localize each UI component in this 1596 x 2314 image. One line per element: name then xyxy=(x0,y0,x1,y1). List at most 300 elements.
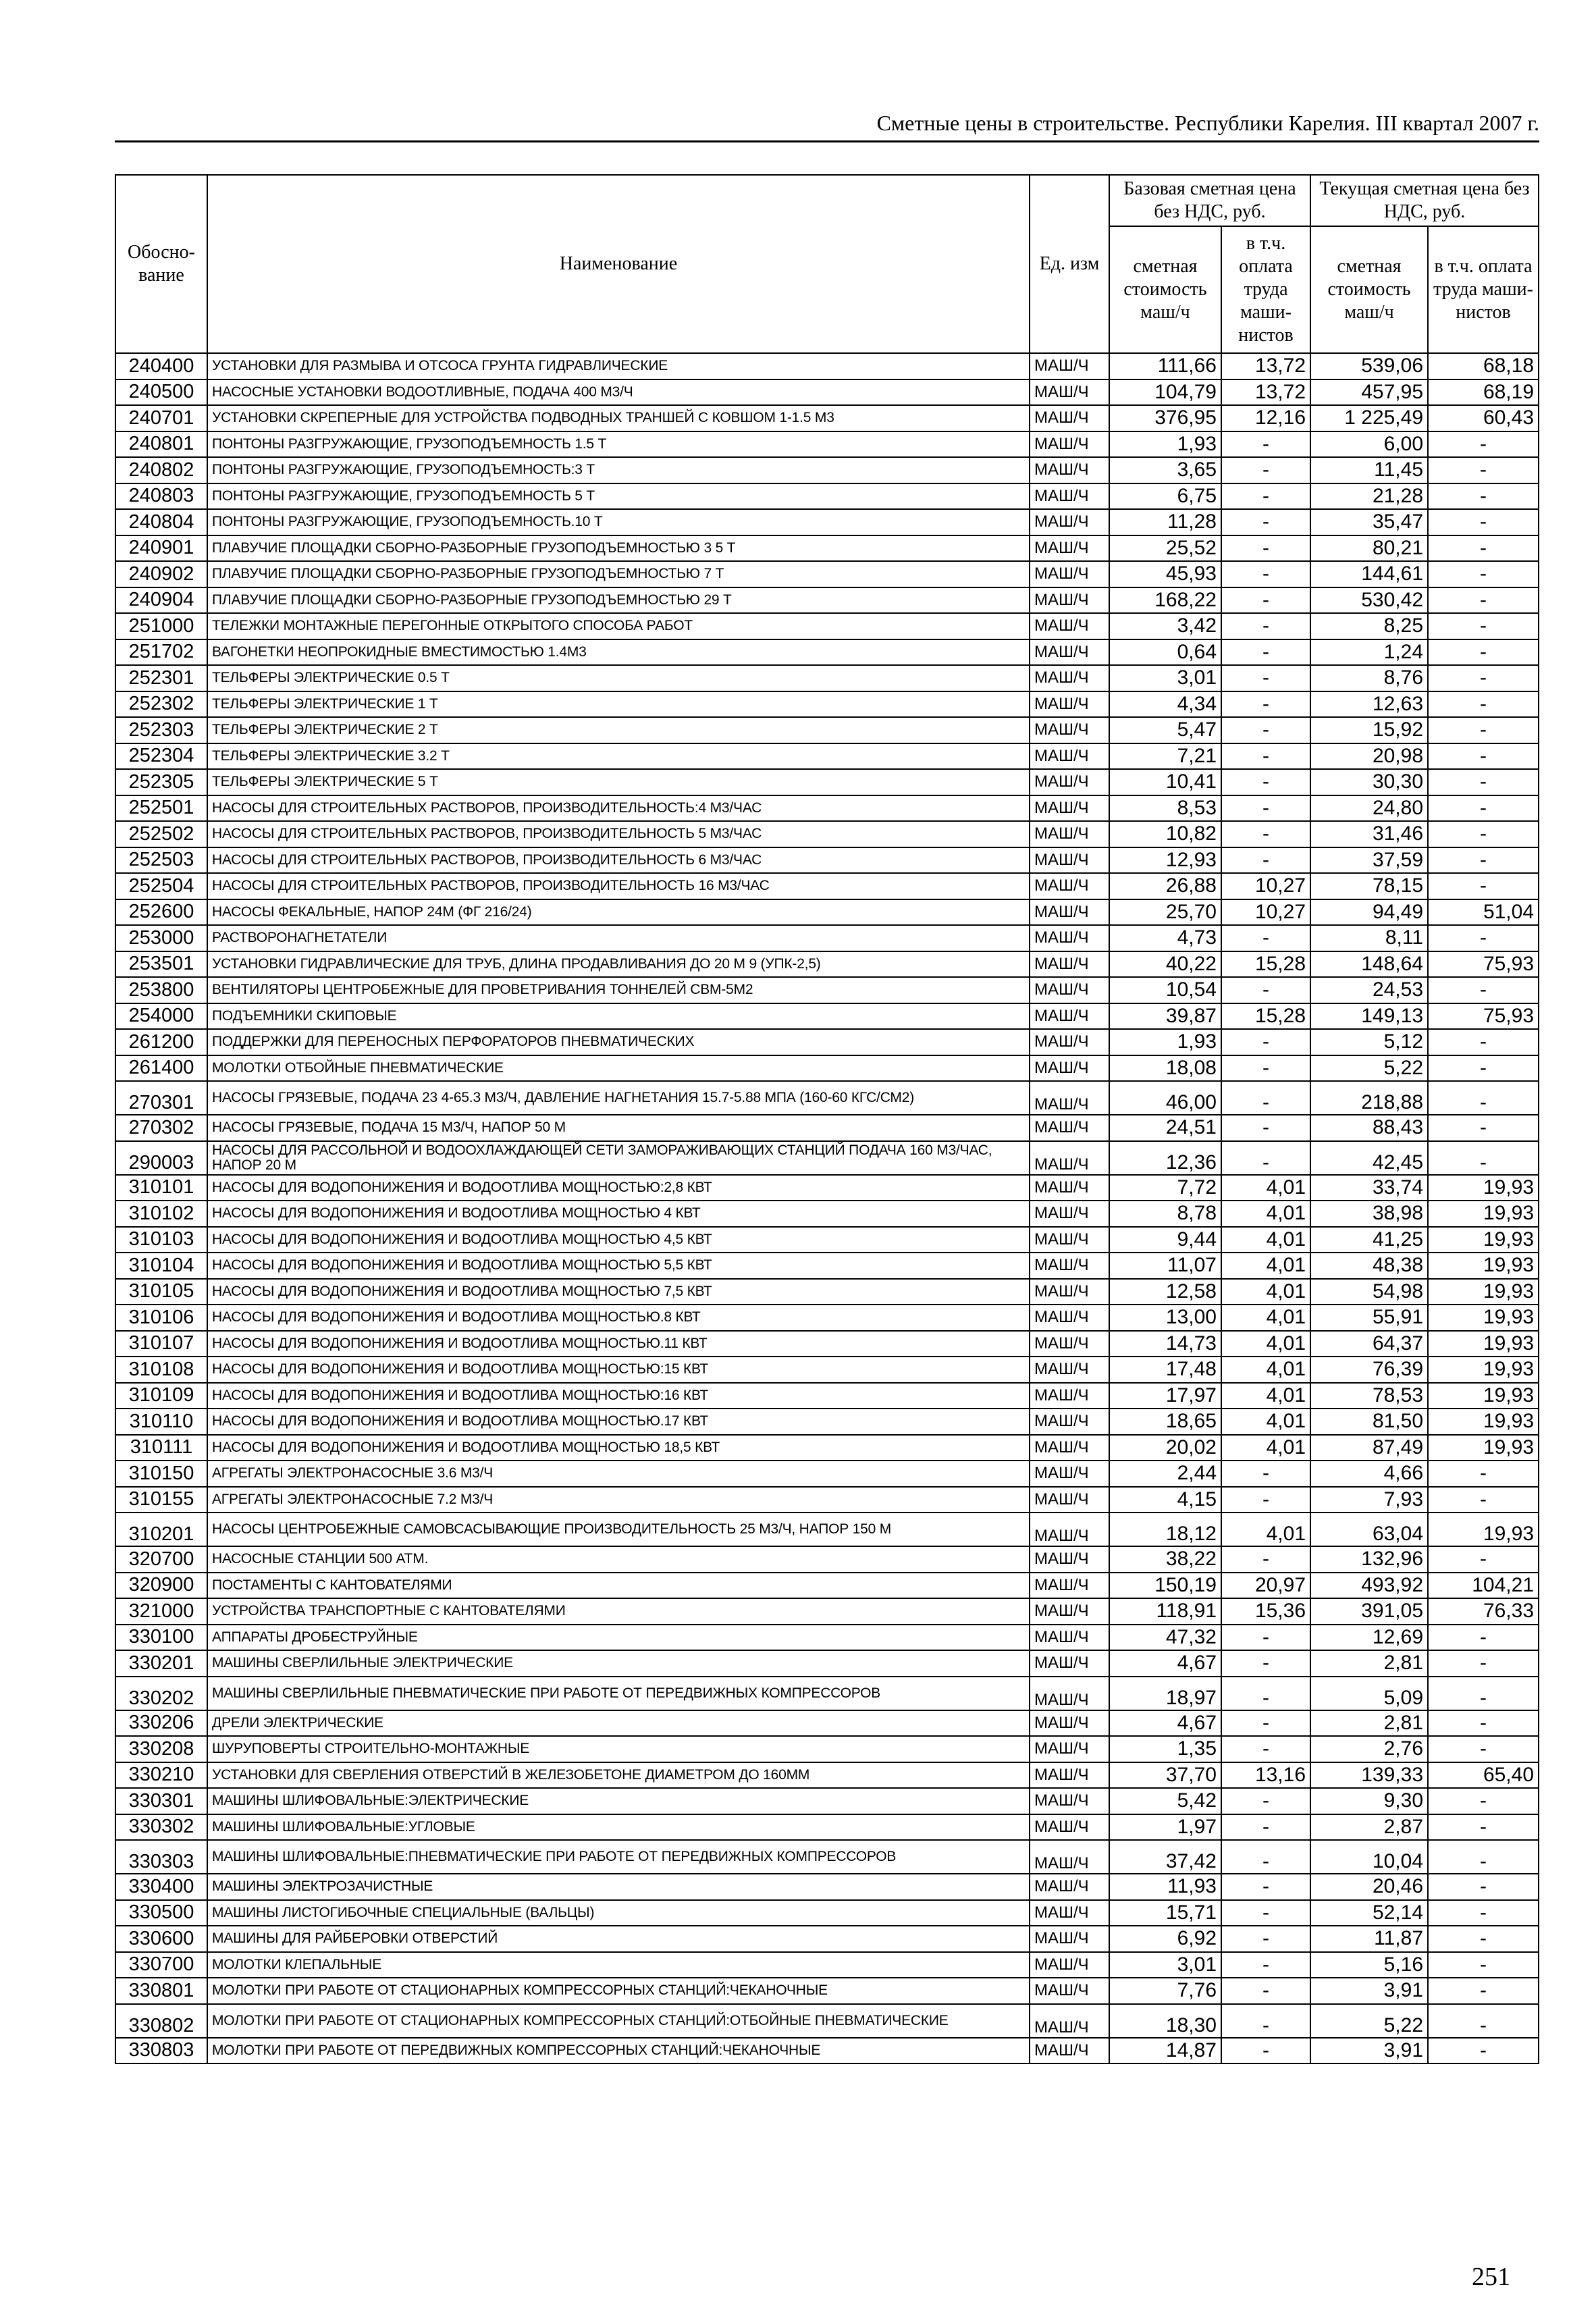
row-code: 320900 xyxy=(115,1573,207,1599)
row-code: 240802 xyxy=(115,457,207,483)
row-base-labor: 10,27 xyxy=(1221,899,1310,926)
row-current-labor: - xyxy=(1428,561,1539,587)
row-base-labor: - xyxy=(1221,1978,1310,2004)
row-unit: МАШ/Ч xyxy=(1030,1331,1109,1357)
row-base-cost: 18,65 xyxy=(1109,1409,1221,1435)
row-code: 330210 xyxy=(115,1762,207,1789)
row-code: 330303 xyxy=(115,1840,207,1874)
row-base-cost: 24,51 xyxy=(1109,1115,1221,1141)
row-code: 310104 xyxy=(115,1253,207,1279)
table-row xyxy=(115,509,1539,535)
row-current-labor: - xyxy=(1428,1814,1539,1841)
row-code: 330600 xyxy=(115,1926,207,1952)
row-current-cost: 12,69 xyxy=(1310,1625,1428,1651)
row-name: УСТАНОВКИ ГИДРАВЛИЧЕСКИЕ ДЛЯ ТРУБ, ДЛИНА ПРОДАВЛИВАНИЯ ДО 20 М 9 (УПК-2,5) xyxy=(207,951,1030,978)
row-name: ПЛАВУЧИЕ ПЛОЩАДКИ СБОРНО-РАЗБОРНЫЕ ГРУЗОПОДЪЕМНОСТЬЮ 3 5 Т xyxy=(207,535,1030,562)
row-name: МОЛОТКИ ОТБОЙНЫЕ ПНЕВМАТИЧЕСКИЕ xyxy=(207,1055,1030,1082)
row-current-cost: 539,06 xyxy=(1310,353,1428,379)
row-current-labor: - xyxy=(1428,665,1539,691)
row-code: 252501 xyxy=(115,795,207,822)
row-current-cost: 493,92 xyxy=(1310,1573,1428,1599)
row-name: НАСОСНЫЕ СТАНЦИИ 500 АТМ. xyxy=(207,1546,1030,1573)
row-base-cost: 168,22 xyxy=(1109,587,1221,614)
row-current-labor: 60,43 xyxy=(1428,405,1539,431)
row-current-cost: 5,22 xyxy=(1310,1055,1428,1082)
row-current-cost: 5,12 xyxy=(1310,1029,1428,1055)
row-code: 310101 xyxy=(115,1175,207,1201)
row-base-cost: 18,97 xyxy=(1109,1677,1221,1710)
table-row xyxy=(115,613,1539,639)
row-current-cost: 52,14 xyxy=(1310,1900,1428,1926)
row-code: 240804 xyxy=(115,509,207,535)
row-name: НАСОСЫ ДЛЯ ВОДОПОНИЖЕНИЯ И ВОДООТЛИВА МОЩНОСТЬЮ.11 КВТ xyxy=(207,1331,1030,1357)
page-number: 251 xyxy=(1472,2263,1510,2291)
row-code: 310110 xyxy=(115,1409,207,1435)
row-current-cost: 20,46 xyxy=(1310,1874,1428,1900)
row-current-labor: - xyxy=(1428,1546,1539,1573)
row-base-labor: - xyxy=(1221,457,1310,483)
row-base-cost: 3,01 xyxy=(1109,665,1221,691)
row-unit: МАШ/Ч xyxy=(1030,457,1109,483)
row-base-labor: 13,72 xyxy=(1221,379,1310,406)
row-current-cost: 5,16 xyxy=(1310,1952,1428,1978)
row-unit: МАШ/Ч xyxy=(1030,821,1109,847)
row-name: ПОНТОНЫ РАЗГРУЖАЮЩИЕ, ГРУЗОПОДЪЕМНОСТЬ:3 Т xyxy=(207,457,1030,483)
row-unit: МАШ/Ч xyxy=(1030,587,1109,614)
row-name: УСТАНОВКИ СКРЕПЕРНЫЕ ДЛЯ УСТРОЙСТВА ПОДВОДНЫХ ТРАНШЕЙ С КОВШОМ 1-1.5 М3 xyxy=(207,405,1030,431)
running-header: Сметные цены в строительстве. Республики Карелия. III квартал 2007 г. xyxy=(876,111,1539,135)
header-name: Наименование xyxy=(207,175,1030,353)
row-current-cost: 5,09 xyxy=(1310,1677,1428,1710)
row-code: 310106 xyxy=(115,1305,207,1331)
header-base-cost: сметная стоимость маш/ч xyxy=(1109,226,1221,353)
row-code: 330400 xyxy=(115,1874,207,1900)
row-base-cost: 37,42 xyxy=(1109,1840,1221,1874)
row-current-labor: 19,93 xyxy=(1428,1435,1539,1461)
row-current-cost: 391,05 xyxy=(1310,1598,1428,1625)
table-row xyxy=(115,1253,1539,1279)
row-base-labor: - xyxy=(1221,665,1310,691)
row-base-cost: 1,35 xyxy=(1109,1736,1221,1762)
table-row xyxy=(115,1055,1539,1082)
row-current-cost: 31,46 xyxy=(1310,821,1428,847)
row-name: НАСОСЫ ДЛЯ СТРОИТЕЛЬНЫХ РАСТВОРОВ, ПРОИЗВОДИТЕЛЬНОСТЬ 5 М3/ЧАС xyxy=(207,821,1030,847)
row-unit: МАШ/Ч xyxy=(1030,873,1109,899)
row-current-labor: - xyxy=(1428,1840,1539,1874)
table-row xyxy=(115,1175,1539,1201)
row-name: ПОДЪЕМНИКИ СКИПОВЫЕ xyxy=(207,1003,1030,1030)
row-unit: МАШ/Ч xyxy=(1030,1487,1109,1513)
row-code: 330206 xyxy=(115,1710,207,1737)
row-unit: МАШ/Ч xyxy=(1030,1409,1109,1435)
row-base-cost: 46,00 xyxy=(1109,1081,1221,1115)
table-row xyxy=(115,431,1539,458)
row-current-labor: - xyxy=(1428,431,1539,458)
table-row xyxy=(115,1598,1539,1625)
row-current-labor: 19,93 xyxy=(1428,1383,1539,1409)
row-code: 330301 xyxy=(115,1788,207,1814)
row-unit: МАШ/Ч xyxy=(1030,1461,1109,1487)
row-name: МАШИНЫ ЭЛЕКТРОЗАЧИСТНЫЕ xyxy=(207,1874,1030,1900)
row-name: МОЛОТКИ ПРИ РАБОТЕ ОТ ПЕРЕДВИЖНЫХ КОМПРЕССОРНЫХ СТАНЦИЙ:ЧЕКАНОЧНЫЕ xyxy=(207,2038,1030,2064)
row-base-cost: 18,30 xyxy=(1109,2004,1221,2038)
row-base-cost: 17,48 xyxy=(1109,1357,1221,1383)
row-name: УСТАНОВКИ ДЛЯ РАЗМЫВА И ОТСОСА ГРУНТА ГИДРАВЛИЧЕСКИЕ xyxy=(207,353,1030,379)
row-base-labor: - xyxy=(1221,1055,1310,1082)
table-row xyxy=(115,1762,1539,1789)
row-base-cost: 11,07 xyxy=(1109,1253,1221,1279)
row-current-labor: - xyxy=(1428,1081,1539,1115)
row-code: 254000 xyxy=(115,1003,207,1030)
row-base-cost: 14,87 xyxy=(1109,2038,1221,2064)
row-base-labor: - xyxy=(1221,1115,1310,1141)
row-base-labor: 4,01 xyxy=(1221,1227,1310,1253)
row-base-cost: 37,70 xyxy=(1109,1762,1221,1789)
row-unit: МАШ/Ч xyxy=(1030,2004,1109,2038)
row-base-cost: 14,73 xyxy=(1109,1331,1221,1357)
row-current-labor: - xyxy=(1428,1115,1539,1141)
table-row xyxy=(115,1788,1539,1814)
row-name: НАСОСЫ ДЛЯ СТРОИТЕЛЬНЫХ РАСТВОРОВ, ПРОИЗВОДИТЕЛЬНОСТЬ:4 М3/ЧАС xyxy=(207,795,1030,822)
row-unit: МАШ/Ч xyxy=(1030,639,1109,666)
row-code: 252303 xyxy=(115,717,207,743)
row-current-cost: 2,87 xyxy=(1310,1814,1428,1841)
row-current-labor: - xyxy=(1428,613,1539,639)
row-unit: МАШ/Ч xyxy=(1030,1952,1109,1978)
row-code: 310111 xyxy=(115,1435,207,1461)
header-unit: Ед. изм xyxy=(1030,175,1109,353)
row-base-cost: 45,93 xyxy=(1109,561,1221,587)
table-row xyxy=(115,665,1539,691)
row-name: АППАРАТЫ ДРОБЕСТРУЙНЫЕ xyxy=(207,1625,1030,1651)
table-row xyxy=(115,821,1539,847)
row-code: 310107 xyxy=(115,1331,207,1357)
row-current-labor: - xyxy=(1428,1055,1539,1082)
row-base-labor: - xyxy=(1221,691,1310,718)
row-name: МОЛОТКИ ПРИ РАБОТЕ ОТ СТАЦИОНАРНЫХ КОМПРЕССОРНЫХ СТАНЦИЙ:ЧЕКАНОЧНЫЕ xyxy=(207,1978,1030,2004)
row-code: 330208 xyxy=(115,1736,207,1762)
row-name: МАШИНЫ СВЕРЛИЛЬНЫЕ ПНЕВМАТИЧЕСКИЕ ПРИ РАБОТЕ ОТ ПЕРЕДВИЖНЫХ КОМПРЕССОРОВ xyxy=(207,1677,1030,1710)
row-code: 310102 xyxy=(115,1201,207,1227)
row-current-labor: 19,93 xyxy=(1428,1279,1539,1305)
row-unit: МАШ/Ч xyxy=(1030,847,1109,874)
header-base-labor: в т.ч. оплата труда маши-нистов xyxy=(1221,226,1310,353)
row-base-cost: 11,28 xyxy=(1109,509,1221,535)
table-row xyxy=(115,1926,1539,1952)
table-row xyxy=(115,1952,1539,1978)
row-name: НАСОСЫ ДЛЯ ВОДОПОНИЖЕНИЯ И ВОДООТЛИВА МОЩНОСТЬЮ.17 КВТ xyxy=(207,1409,1030,1435)
table-row xyxy=(115,1081,1539,1115)
row-base-labor: - xyxy=(1221,1874,1310,1900)
row-unit: МАШ/Ч xyxy=(1030,1874,1109,1900)
row-code: 320700 xyxy=(115,1546,207,1573)
row-base-labor: - xyxy=(1221,1677,1310,1710)
row-code: 321000 xyxy=(115,1598,207,1625)
row-current-labor: 65,40 xyxy=(1428,1762,1539,1789)
row-base-cost: 1,97 xyxy=(1109,1814,1221,1841)
row-name: ТЕЛЬФЕРЫ ЭЛЕКТРИЧЕСКИЕ 0.5 Т xyxy=(207,665,1030,691)
table-row xyxy=(115,1141,1539,1175)
table-row xyxy=(115,1625,1539,1651)
row-current-cost: 4,66 xyxy=(1310,1461,1428,1487)
row-base-labor: - xyxy=(1221,1736,1310,1762)
row-base-cost: 3,65 xyxy=(1109,457,1221,483)
row-current-labor: - xyxy=(1428,457,1539,483)
row-current-labor: - xyxy=(1428,769,1539,795)
header-base-price-group: Базовая сметная цена без НДС, руб. xyxy=(1109,175,1310,226)
row-name: ПОДДЕРЖКИ ДЛЯ ПЕРЕНОСНЫХ ПЕРФОРАТОРОВ ПНЕВМАТИЧЕСКИХ xyxy=(207,1029,1030,1055)
row-current-labor: 68,19 xyxy=(1428,379,1539,406)
row-unit: МАШ/Ч xyxy=(1030,1840,1109,1874)
row-unit: МАШ/Ч xyxy=(1030,1814,1109,1841)
row-base-cost: 4,34 xyxy=(1109,691,1221,718)
row-unit: МАШ/Ч xyxy=(1030,1513,1109,1546)
row-base-labor: 15,28 xyxy=(1221,1003,1310,1030)
row-base-labor: - xyxy=(1221,1029,1310,1055)
table-row xyxy=(115,1383,1539,1409)
table-row xyxy=(115,1305,1539,1331)
row-name: НАСОСЫ ДЛЯ СТРОИТЕЛЬНЫХ РАСТВОРОВ, ПРОИЗВОДИТЕЛЬНОСТЬ 16 М3/ЧАС xyxy=(207,873,1030,899)
row-current-cost: 530,42 xyxy=(1310,587,1428,614)
row-base-labor: - xyxy=(1221,795,1310,822)
table-row xyxy=(115,405,1539,431)
table-row xyxy=(115,1357,1539,1383)
table-row xyxy=(115,1710,1539,1737)
row-base-cost: 1,93 xyxy=(1109,1029,1221,1055)
table-row xyxy=(115,379,1539,406)
row-base-cost: 26,88 xyxy=(1109,873,1221,899)
table-row xyxy=(115,1874,1539,1900)
row-current-labor: - xyxy=(1428,1978,1539,2004)
row-current-cost: 2,81 xyxy=(1310,1710,1428,1737)
row-current-labor: 19,93 xyxy=(1428,1331,1539,1357)
row-name: УСТАНОВКИ ДЛЯ СВЕРЛЕНИЯ ОТВЕРСТИЙ В ЖЕЛЕЗОБЕТОНЕ ДИАМЕТРОМ ДО 160ММ xyxy=(207,1762,1030,1789)
row-current-labor: 75,93 xyxy=(1428,1003,1539,1030)
row-unit: МАШ/Ч xyxy=(1030,379,1109,406)
table-row xyxy=(115,1409,1539,1435)
row-name: ВАГОНЕТКИ НЕОПРОКИДНЫЕ ВМЕСТИМОСТЬЮ 1.4М3 xyxy=(207,639,1030,666)
row-current-labor: - xyxy=(1428,1141,1539,1175)
row-current-labor: 68,18 xyxy=(1428,353,1539,379)
row-base-labor: - xyxy=(1221,431,1310,458)
row-name: МАШИНЫ ШЛИФОВАЛЬНЫЕ:ЭЛЕКТРИЧЕСКИЕ xyxy=(207,1788,1030,1814)
row-current-labor: - xyxy=(1428,795,1539,822)
table-row xyxy=(115,1227,1539,1253)
row-base-cost: 15,71 xyxy=(1109,1900,1221,1926)
row-code: 240904 xyxy=(115,587,207,614)
row-base-cost: 8,53 xyxy=(1109,795,1221,822)
row-unit: МАШ/Ч xyxy=(1030,1201,1109,1227)
row-unit: МАШ/Ч xyxy=(1030,1081,1109,1115)
row-code: 252302 xyxy=(115,691,207,718)
row-code: 240901 xyxy=(115,535,207,562)
row-base-labor: - xyxy=(1221,1461,1310,1487)
row-current-cost: 88,43 xyxy=(1310,1115,1428,1141)
row-name: НАСОСЫ ДЛЯ ВОДОПОНИЖЕНИЯ И ВОДООТЛИВА МОЩНОСТЬЮ:15 КВТ xyxy=(207,1357,1030,1383)
row-code: 330302 xyxy=(115,1814,207,1841)
row-name: НАСОСЫ ДЛЯ ВОДОПОНИЖЕНИЯ И ВОДООТЛИВА МОЩНОСТЬЮ:16 КВТ xyxy=(207,1383,1030,1409)
row-current-cost: 6,00 xyxy=(1310,431,1428,458)
row-current-labor: 104,21 xyxy=(1428,1573,1539,1599)
row-base-cost: 5,42 xyxy=(1109,1788,1221,1814)
row-base-labor: - xyxy=(1221,1926,1310,1952)
table-row xyxy=(115,873,1539,899)
row-unit: МАШ/Ч xyxy=(1030,1141,1109,1175)
row-code: 310105 xyxy=(115,1279,207,1305)
row-base-labor: 12,16 xyxy=(1221,405,1310,431)
row-base-labor: - xyxy=(1221,821,1310,847)
row-current-labor: - xyxy=(1428,2004,1539,2038)
row-current-labor: - xyxy=(1428,587,1539,614)
row-current-labor: - xyxy=(1428,1900,1539,1926)
row-base-labor: 4,01 xyxy=(1221,1305,1310,1331)
row-current-cost: 457,95 xyxy=(1310,379,1428,406)
row-current-labor: - xyxy=(1428,925,1539,951)
row-current-labor: - xyxy=(1428,1874,1539,1900)
row-unit: МАШ/Ч xyxy=(1030,1175,1109,1201)
row-name: НАСОСНЫЕ УСТАНОВКИ ВОДООТЛИВНЫЕ, ПОДАЧА 400 М3/Ч xyxy=(207,379,1030,406)
row-name: АГРЕГАТЫ ЭЛЕКТРОНАСОСНЫЕ 7.2 М3/Ч xyxy=(207,1487,1030,1513)
row-base-cost: 10,82 xyxy=(1109,821,1221,847)
row-name: НАСОСЫ ДЛЯ ВОДОПОНИЖЕНИЯ И ВОДООТЛИВА МОЩНОСТЬЮ 18,5 КВТ xyxy=(207,1435,1030,1461)
table-row xyxy=(115,561,1539,587)
row-base-labor: - xyxy=(1221,769,1310,795)
row-current-labor: - xyxy=(1428,1677,1539,1710)
row-base-cost: 11,93 xyxy=(1109,1874,1221,1900)
row-name: ТЕЛЕЖКИ МОНТАЖНЫЕ ПЕРЕГОННЫЕ ОТКРЫТОГО СПОСОБА РАБОТ xyxy=(207,613,1030,639)
row-base-cost: 111,66 xyxy=(1109,353,1221,379)
row-current-labor: 19,93 xyxy=(1428,1175,1539,1201)
row-current-cost: 15,92 xyxy=(1310,717,1428,743)
row-current-labor: - xyxy=(1428,639,1539,666)
row-base-cost: 18,12 xyxy=(1109,1513,1221,1546)
row-base-labor: - xyxy=(1221,1814,1310,1841)
table-row xyxy=(115,587,1539,614)
row-current-cost: 10,04 xyxy=(1310,1840,1428,1874)
row-base-labor: 4,01 xyxy=(1221,1383,1310,1409)
row-base-labor: - xyxy=(1221,1081,1310,1115)
table-row xyxy=(115,535,1539,562)
row-base-cost: 118,91 xyxy=(1109,1598,1221,1625)
row-base-cost: 104,79 xyxy=(1109,379,1221,406)
row-current-labor: - xyxy=(1428,2038,1539,2064)
row-base-cost: 10,41 xyxy=(1109,769,1221,795)
row-base-cost: 3,01 xyxy=(1109,1952,1221,1978)
row-name: ВЕНТИЛЯТОРЫ ЦЕНТРОБЕЖНЫЕ ДЛЯ ПРОВЕТРИВАНИЯ ТОННЕЛЕЙ СВМ-5М2 xyxy=(207,977,1030,1003)
row-current-cost: 2,76 xyxy=(1310,1736,1428,1762)
table-row xyxy=(115,457,1539,483)
row-unit: МАШ/Ч xyxy=(1030,1115,1109,1141)
table-row xyxy=(115,1978,1539,2004)
table-row xyxy=(115,977,1539,1003)
row-current-cost: 8,11 xyxy=(1310,925,1428,951)
row-current-cost: 1,24 xyxy=(1310,639,1428,666)
row-base-cost: 39,87 xyxy=(1109,1003,1221,1030)
row-name: ШУРУПОВЕРТЫ СТРОИТЕЛЬНО-МОНТАЖНЫЕ xyxy=(207,1736,1030,1762)
row-name: НАСОСЫ ДЛЯ ВОДОПОНИЖЕНИЯ И ВОДООТЛИВА МОЩНОСТЬЮ 7,5 КВТ xyxy=(207,1279,1030,1305)
row-base-cost: 20,02 xyxy=(1109,1435,1221,1461)
row-current-labor: - xyxy=(1428,535,1539,562)
row-code: 240701 xyxy=(115,405,207,431)
table-row xyxy=(115,1435,1539,1461)
row-code: 240902 xyxy=(115,561,207,587)
table-row xyxy=(115,2004,1539,2038)
row-unit: МАШ/Ч xyxy=(1030,1435,1109,1461)
row-name: ПОСТАМЕНТЫ С КАНТОВАТЕЛЯМИ xyxy=(207,1573,1030,1599)
row-base-cost: 17,97 xyxy=(1109,1383,1221,1409)
row-unit: МАШ/Ч xyxy=(1030,1055,1109,1082)
row-unit: МАШ/Ч xyxy=(1030,977,1109,1003)
row-name: МАШИНЫ ШЛИФОВАЛЬНЫЕ:ПНЕВМАТИЧЕСКИЕ ПРИ РАБОТЕ ОТ ПЕРЕДВИЖНЫХ КОМПРЕССОРОВ xyxy=(207,1840,1030,1874)
row-name: ПЛАВУЧИЕ ПЛОЩАДКИ СБОРНО-РАЗБОРНЫЕ ГРУЗОПОДЪЕМНОСТЬЮ 29 Т xyxy=(207,587,1030,614)
row-base-labor: - xyxy=(1221,925,1310,951)
row-unit: МАШ/Ч xyxy=(1030,483,1109,510)
row-name: МАШИНЫ ЛИСТОГИБОЧНЫЕ СПЕЦИАЛЬНЫЕ (ВАЛЬЦЫ) xyxy=(207,1900,1030,1926)
row-current-cost: 35,47 xyxy=(1310,509,1428,535)
price-table xyxy=(115,174,1539,2064)
row-base-cost: 12,58 xyxy=(1109,1279,1221,1305)
table-row xyxy=(115,1677,1539,1710)
table-row xyxy=(115,717,1539,743)
row-current-cost: 21,28 xyxy=(1310,483,1428,510)
row-current-cost: 7,93 xyxy=(1310,1487,1428,1513)
row-base-labor: - xyxy=(1221,1840,1310,1874)
row-current-cost: 41,25 xyxy=(1310,1227,1428,1253)
row-code: 310103 xyxy=(115,1227,207,1253)
row-base-cost: 25,52 xyxy=(1109,535,1221,562)
table-row xyxy=(115,1814,1539,1841)
table-row xyxy=(115,691,1539,718)
row-unit: МАШ/Ч xyxy=(1030,925,1109,951)
row-unit: МАШ/Ч xyxy=(1030,561,1109,587)
row-base-labor: - xyxy=(1221,587,1310,614)
row-code: 310108 xyxy=(115,1357,207,1383)
row-current-cost: 30,30 xyxy=(1310,769,1428,795)
row-unit: МАШ/Ч xyxy=(1030,431,1109,458)
row-current-cost: 218,88 xyxy=(1310,1081,1428,1115)
row-unit: МАШ/Ч xyxy=(1030,691,1109,718)
row-current-labor: - xyxy=(1428,1650,1539,1677)
row-unit: МАШ/Ч xyxy=(1030,1736,1109,1762)
row-code: 330801 xyxy=(115,1978,207,2004)
row-base-labor: - xyxy=(1221,1487,1310,1513)
row-unit: МАШ/Ч xyxy=(1030,613,1109,639)
row-base-cost: 4,67 xyxy=(1109,1710,1221,1737)
row-current-cost: 2,81 xyxy=(1310,1650,1428,1677)
row-base-cost: 7,72 xyxy=(1109,1175,1221,1201)
row-base-labor: 4,01 xyxy=(1221,1201,1310,1227)
table-row xyxy=(115,1003,1539,1030)
row-current-cost: 24,80 xyxy=(1310,795,1428,822)
row-current-cost: 139,33 xyxy=(1310,1762,1428,1789)
row-base-cost: 1,93 xyxy=(1109,431,1221,458)
row-base-cost: 0,64 xyxy=(1109,639,1221,666)
row-unit: МАШ/Ч xyxy=(1030,1598,1109,1625)
row-unit: МАШ/Ч xyxy=(1030,1357,1109,1383)
row-base-cost: 6,92 xyxy=(1109,1926,1221,1952)
row-code: 253000 xyxy=(115,925,207,951)
row-base-labor: - xyxy=(1221,561,1310,587)
row-base-labor: - xyxy=(1221,977,1310,1003)
table-row xyxy=(115,1546,1539,1573)
row-name: НАСОСЫ ДЛЯ ВОДОПОНИЖЕНИЯ И ВОДООТЛИВА МОЩНОСТЬЮ 5,5 КВТ xyxy=(207,1253,1030,1279)
row-name: ПОНТОНЫ РАЗГРУЖАЮЩИЕ, ГРУЗОПОДЪЕМНОСТЬ.10 Т xyxy=(207,509,1030,535)
row-current-labor: 19,93 xyxy=(1428,1409,1539,1435)
table-row xyxy=(115,1840,1539,1874)
row-base-cost: 7,76 xyxy=(1109,1978,1221,2004)
row-name: ТЕЛЬФЕРЫ ЭЛЕКТРИЧЕСКИЕ 1 Т xyxy=(207,691,1030,718)
row-base-labor: - xyxy=(1221,743,1310,770)
